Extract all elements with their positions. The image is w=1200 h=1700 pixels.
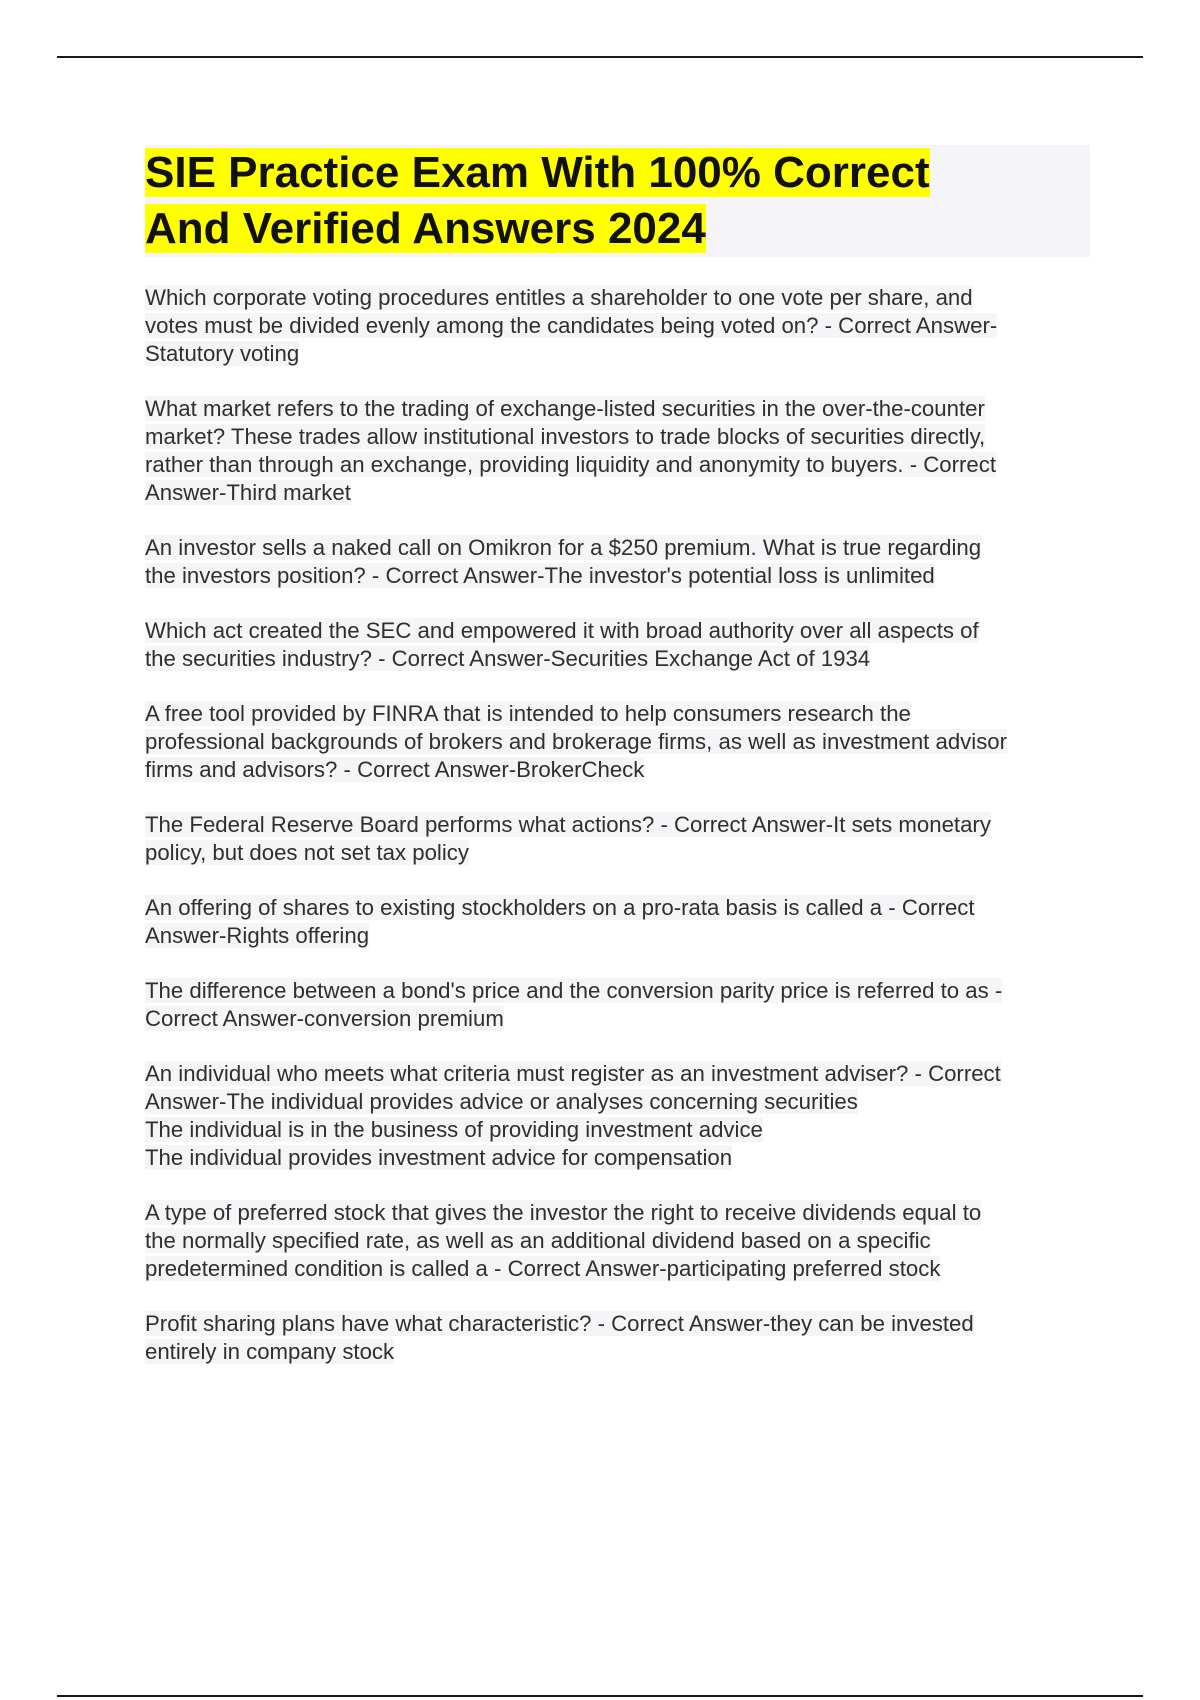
qa-text: An investor sells a naked call on Omikron for a $250 premium. What is true regarding the investors position? - Correct Answer-The investor's potential loss is unlimited [145,535,982,588]
qa-item [145,1310,1090,1366]
qa-item [145,395,1090,507]
qa-list [145,284,1090,1393]
qa-text: A type of preferred stock that gives the investor the right to receive dividends equal to the normally specified rate, as well as an additional dividend based on a specific predetermined condition is called a - Correct Answer-participating preferred stock [145,1200,982,1281]
qa-text: What market refers to the trading of exchange-listed securities in the over-the-counter market? These trades allow institutional investors to trade blocks of securities directly, rather than through an exchange, providing liquidity and anonymity to buyers. - Correct Answer-Third market [145,396,997,505]
footer-rule [57,1695,1143,1697]
qa-item [145,1060,1090,1172]
qa-text: Which act created the SEC and empowered it with broad authority over all aspects of the securities industry? - Correct Answer-Securities Exchange Act of 1934 [145,618,979,671]
title-line-1: SIE Practice Exam With 100% Correct [145,148,930,197]
header-rule [57,56,1143,58]
qa-text: The difference between a bond's price and the conversion parity price is referred to as - Correct Answer-conversion premium [145,978,1003,1031]
document-title [145,145,1045,257]
qa-text: The Federal Reserve Board performs what actions? - Correct Answer-It sets monetary policy, but does not set tax policy [145,812,991,865]
qa-text: An individual who meets what criteria must register as an investment adviser? - Correct Answer-The individual provides advice or analyses concerning securities The individual is in the business of providing investment advice The individual provides investment advice for compensation [145,1061,1001,1170]
qa-text: A free tool provided by FINRA that is intended to help consumers research the professional backgrounds of brokers and brokerage firms, as well as investment advisor firms and advisors? - Correct Answer-BrokerCheck [145,701,1008,782]
qa-item [145,977,1090,1033]
qa-item [145,284,1090,368]
qa-item [145,700,1090,784]
qa-item [145,1199,1090,1283]
qa-item [145,617,1090,673]
qa-text: Which corporate voting procedures entitles a shareholder to one vote per share, and votes must be divided evenly among the candidates being voted on? - Correct Answer- Statutory voting [145,285,998,366]
qa-item [145,894,1090,950]
qa-text: Profit sharing plans have what characteristic? - Correct Answer-they can be invested entirely in company stock [145,1311,974,1364]
title-line-2: And Verified Answers 2024 [145,204,706,253]
qa-item [145,534,1090,590]
qa-text: An offering of shares to existing stockholders on a pro-rata basis is called a - Correct Answer-Rights offering [145,895,975,948]
qa-item [145,811,1090,867]
